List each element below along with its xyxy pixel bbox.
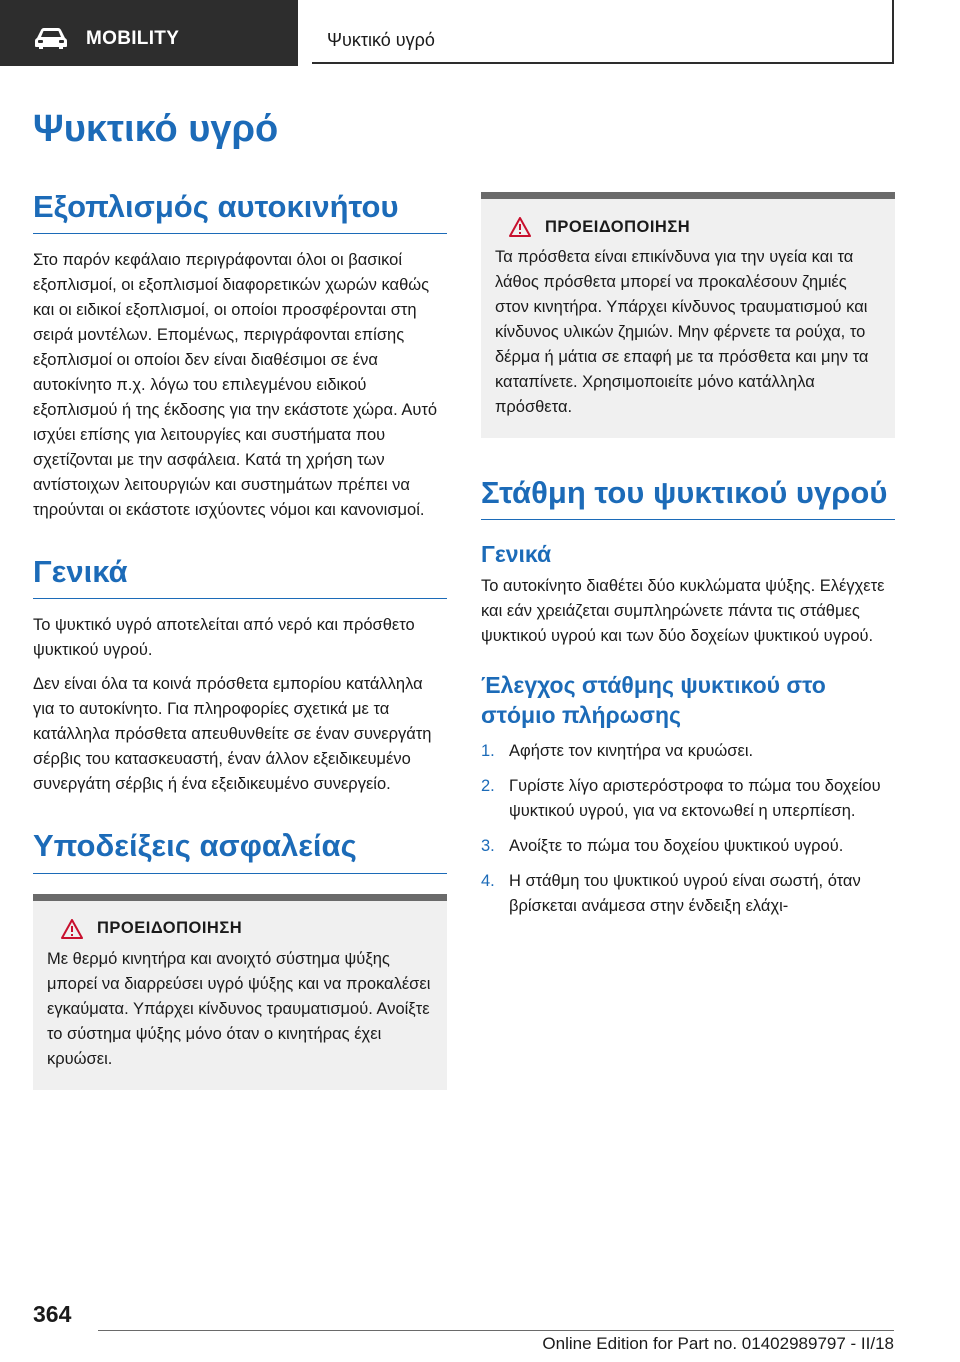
warning-header [47,919,433,939]
footer-edition: Online Edition for Part no. 01402989797 - II/18 [542,1334,894,1353]
brand-label: MOBILITY [86,28,180,49]
step-number: 4. [481,871,495,890]
warning-text: Τα πρόσθετα είναι επικίνδυνα για την υγεία και τα λάθος πρόσθετα μπορεί να προκαλέσουν ζημιές στον κινητήρα. Υπάρχει κίνδυνος τραυματισμού και κίνδυνος υλικών ζημιών. Μην φέρνετε τα ρούχα, το δέρμα ή μάτια σε επαφή με τα πρόσθετα και μην τα καταπίνετε. Χρησιμοποιείτε μόνο κατάλληλα πρόσθετα. [495,248,869,416]
warning-triangle-icon [509,217,531,237]
page-number: 364 [33,1301,72,1327]
list-item [481,774,895,824]
chapter-header [312,0,894,64]
step-text: Ανοίξτε το πώμα του δοχείου ψυκτικού υγρού. [509,836,844,855]
general-paragraph-2: Δεν είναι όλα τα κοινά πρόσθετα εμπορίου κατάλληλα για το αυτοκίνητο. Για πληροφορίες σχετικά με τα κατάλληλα πρόσθετα απευθυνθείτε σε έναν συνεργάτη σέρβις του κατασκευαστή, έναν άλλον εξειδικευμένο συνεργάτη σέρβις ή ένα εξειδικευμένο συνεργείο. [33,675,432,794]
step-number: 2. [481,776,495,795]
section-heading-coolant-level: Στάθμη του ψυκτικού υγρού [481,474,895,520]
car-icon [33,26,69,50]
header-brand-bar [0,0,298,66]
footer-divider [98,1330,894,1331]
list-item [481,834,895,859]
section-heading-equipment: Εξοπλισμός αυτοκινήτου [33,188,447,234]
coolant-general-paragraph: Το αυτοκίνητο διαθέτει δύο κυκλώματα ψύξης. Ελέγχετε και εάν χρειάζεται συμπληρώνετε πάντα τις στάθμες ψυκτικού υγρού και των δύο δοχείων ψυκτικού υγρού. [481,577,885,646]
step-text: Αφήστε τον κινητήρα να κρυώσει. [509,741,754,760]
list-item [481,869,895,919]
check-level-steps [481,739,895,919]
equipment-paragraph: Στο παρόν κεφάλαιο περιγράφονται όλοι οι βασικοί εξοπλισμοί, οι εξοπλισμοί διαφορετικών χωρών καθώς και οι ειδικοί εξοπλισμοί, οι οποίοι προσφέρονται στη σειρά μοντέλων. Επομένως, περιγράφονται επίσης εξοπλισμοί οι οποίοι δεν είναι διαθέσιμοι σε ένα αυτοκίνητο π.χ. λόγω του επιλεγμένου ειδικού εξοπλισμού ή της έκδοσης για την εκάστοτε χώρα. Αυτό ισχύει επίσης για λειτουργίες και συστήματα που σχετίζονται με την ασφάλεια. Κατά τη χρήση των αντίστοιχων λειτουργιών και συστημάτων πρέπει να τηρούνται οι εκάστοτε ισχύοντες νόμοι και κανονισμοί. [33,251,438,520]
step-number: 1. [481,741,495,760]
general-paragraph-1: Το ψυκτικό υγρό αποτελείται από νερό και πρόσθετο ψυκτικού υγρού. [33,616,415,660]
warning-triangle-icon [61,919,83,939]
page-title: Ψυκτικό υγρό [33,108,279,150]
warning-box-burns [33,894,447,1090]
warning-label: ΠΡΟΕΙΔΟΠΟΙΗΣΗ [545,217,691,236]
step-number: 3. [481,836,495,855]
subheading-check-level: Έλεγχος στάθμης ψυκτικού στο στόμιο πλήρωσης [481,672,826,728]
warning-text: Με θερμό κινητήρα και ανοιχτό σύστημα ψύξης μπορεί να διαρρεύσει υγρό ψύξης και να προκαλέσει εγκαύματα. Υπάρχει κίνδυνος τραυματισμού. Ανοίξτε το σύστημα ψύξης μόνο όταν ο κινητήρας έχει κρυώσει. [47,949,431,1068]
step-text: Η στάθμη του ψυκτικού υγρού είναι σωστή, όταν βρίσκεται ανάμεσα στην ένδειξη ελάχι- [509,871,861,915]
warning-header [495,217,881,237]
left-column [33,188,447,1090]
step-text: Γυρίστε λίγο αριστερόστροφα το πώμα του δοχείου ψυκτικού υγρού, για να εκτονωθεί η υπερπίεση. [509,776,881,820]
right-column [481,192,895,929]
list-item [481,739,895,764]
warning-box-additives [481,192,895,438]
chapter-title: Ψυκτικό υγρό [327,30,435,50]
section-heading-general: Γενικά [33,553,447,599]
subheading-general: Γενικά [481,541,552,568]
section-heading-safety: Υποδείξεις ασφαλείας [33,827,447,873]
warning-label: ΠΡΟΕΙΔΟΠΟΙΗΣΗ [97,919,243,938]
